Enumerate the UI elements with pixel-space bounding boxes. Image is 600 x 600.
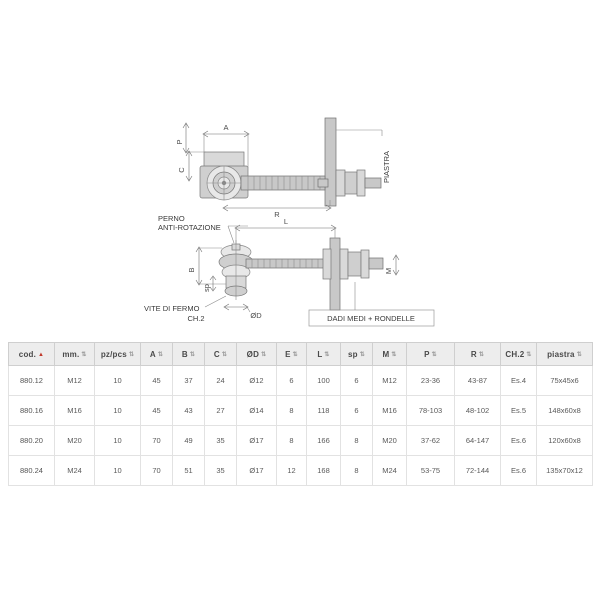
cell-l: 100: [307, 366, 341, 396]
cell-b: 43: [173, 396, 205, 426]
column-label-p: P: [424, 349, 430, 359]
column-header-l[interactable]: [307, 343, 341, 366]
cell-sp: 6: [341, 396, 373, 426]
cell-c: 27: [205, 396, 237, 426]
label-perno-line1: PERNO: [158, 214, 185, 223]
cell-ch2: Es.6: [501, 426, 537, 456]
cell-sp: 6: [341, 366, 373, 396]
cell-p: 23-36: [407, 366, 455, 396]
cell-m: M24: [373, 456, 407, 486]
column-header-mm[interactable]: [55, 343, 95, 366]
sort-icon[interactable]: ⇅: [359, 351, 365, 358]
cell-piastra: 120x60x8: [537, 426, 593, 456]
cell-p: 78-103: [407, 396, 455, 426]
column-label-a: A: [149, 349, 156, 359]
cell-c: 35: [205, 456, 237, 486]
svg-text:R: R: [274, 210, 280, 219]
cell-m: M20: [373, 426, 407, 456]
cell-r: 43-87: [455, 366, 501, 396]
cell-a: 45: [141, 366, 173, 396]
column-header-e[interactable]: [277, 343, 307, 366]
column-header-c[interactable]: [205, 343, 237, 366]
cell-l: 168: [307, 456, 341, 486]
column-header-pz[interactable]: [95, 343, 141, 366]
column-header-d[interactable]: [237, 343, 277, 366]
cell-r: 48-102: [455, 396, 501, 426]
svg-text:B: B: [187, 267, 196, 273]
cell-b: 37: [173, 366, 205, 396]
cell-pz: 10: [95, 456, 141, 486]
sort-icon[interactable]: ⇅: [324, 351, 330, 358]
column-header-cod[interactable]: [9, 343, 55, 366]
cell-e: 6: [277, 366, 307, 396]
column-header-piastra[interactable]: [537, 343, 593, 366]
table-row: [9, 426, 593, 456]
cell-sp: 8: [341, 426, 373, 456]
column-header-ch2[interactable]: [501, 343, 537, 366]
cell-b: 49: [173, 426, 205, 456]
cell-mm: M24: [55, 456, 95, 486]
table-row: [9, 396, 593, 426]
column-label-e: E: [285, 349, 291, 359]
sort-icon[interactable]: ⇅: [391, 351, 397, 358]
svg-text:P: P: [175, 139, 184, 145]
column-header-p[interactable]: [407, 343, 455, 366]
cell-r: 72-144: [455, 456, 501, 486]
cell-d: Ø17: [237, 456, 277, 486]
cell-p: 37-62: [407, 426, 455, 456]
svg-text:C: C: [177, 167, 186, 173]
column-label-piastra: piastra: [547, 349, 575, 359]
cell-piastra: 75x45x6: [537, 366, 593, 396]
cell-d: Ø17: [237, 426, 277, 456]
sort-icon[interactable]: ⇅: [221, 351, 228, 358]
cell-e: 8: [277, 426, 307, 456]
label-vite-line2: CH.2: [187, 314, 205, 323]
column-header-b[interactable]: [173, 343, 205, 366]
spec-table-header: [9, 343, 593, 366]
label-dadi-rondelle: DADI MEDI + RONDELLE: [327, 314, 415, 323]
column-label-c: C: [213, 349, 220, 359]
column-label-d: ØD: [246, 349, 260, 359]
spec-table-body: [9, 366, 593, 486]
column-label-m: M: [382, 349, 390, 359]
cell-ch2: Es.6: [501, 456, 537, 486]
spec-table: [8, 342, 593, 486]
cell-piastra: 148x60x8: [537, 396, 593, 426]
cell-r: 64-147: [455, 426, 501, 456]
column-label-cod: cod.: [18, 349, 37, 359]
cell-mm: M20: [55, 426, 95, 456]
cell-a: 45: [141, 396, 173, 426]
column-label-sp: sp: [348, 349, 358, 359]
sort-icon[interactable]: ⇅: [526, 351, 532, 358]
cell-c: 35: [205, 426, 237, 456]
cell-m: M12: [373, 366, 407, 396]
column-label-r: R: [470, 349, 477, 359]
column-label-mm: mm.: [62, 349, 80, 359]
table-row: [9, 366, 593, 396]
cell-m: M16: [373, 396, 407, 426]
cell-d: Ø14: [237, 396, 277, 426]
label-piastra: PIASTRA: [382, 150, 391, 184]
sort-icon[interactable]: ⇅: [261, 351, 267, 358]
sort-icon[interactable]: ⇅: [478, 351, 485, 358]
cell-cod: 880.24: [9, 456, 55, 486]
cell-pz: 10: [95, 426, 141, 456]
sort-icon[interactable]: ⇅: [292, 351, 298, 358]
svg-text:sp: sp: [202, 284, 211, 292]
sort-icon[interactable]: ⇅: [157, 351, 164, 358]
sort-icon[interactable]: ⇅: [576, 351, 582, 358]
cell-sp: 8: [341, 456, 373, 486]
svg-text:A: A: [223, 123, 229, 132]
sort-icon[interactable]: ⇅: [81, 351, 87, 358]
label-diameter-d: ØD: [250, 311, 262, 320]
cell-d: Ø12: [237, 366, 277, 396]
cell-cod: 880.12: [9, 366, 55, 396]
cell-cod: 880.16: [9, 396, 55, 426]
cell-piastra: 135x70x12: [537, 456, 593, 486]
spec-table-container: [8, 342, 592, 486]
column-header-m[interactable]: [373, 343, 407, 366]
cell-c: 24: [205, 366, 237, 396]
cell-a: 70: [141, 426, 173, 456]
cell-e: 12: [277, 456, 307, 486]
column-label-l: L: [317, 349, 323, 359]
cell-pz: 10: [95, 366, 141, 396]
cell-ch2: Es.4: [501, 366, 537, 396]
cell-p: 53-75: [407, 456, 455, 486]
cell-b: 51: [173, 456, 205, 486]
svg-text:M: M: [384, 267, 393, 275]
column-header-a[interactable]: [141, 343, 173, 366]
column-label-b: B: [181, 349, 188, 359]
svg-text:L: L: [283, 217, 289, 226]
sort-icon[interactable]: ⇅: [189, 351, 196, 358]
sort-icon[interactable]: ⇅: [431, 351, 437, 358]
cell-e: 8: [277, 396, 307, 426]
column-header-r[interactable]: [455, 343, 501, 366]
cell-ch2: Es.5: [501, 396, 537, 426]
cell-pz: 10: [95, 396, 141, 426]
cell-l: 118: [307, 396, 341, 426]
cell-mm: M12: [55, 366, 95, 396]
column-header-sp[interactable]: [341, 343, 373, 366]
sort-icon[interactable]: ▲: [38, 351, 45, 358]
cell-l: 166: [307, 426, 341, 456]
table-row: [9, 456, 593, 486]
sort-icon[interactable]: ⇅: [128, 351, 135, 358]
column-label-ch2: CH.2: [505, 349, 525, 359]
cell-cod: 880.20: [9, 426, 55, 456]
label-perno-line2: ANTI-ROTAZIONE: [158, 223, 221, 232]
label-vite-line1: VITE DI FERMO: [144, 304, 200, 313]
cell-mm: M16: [55, 396, 95, 426]
cell-a: 70: [141, 456, 173, 486]
column-label-pz: pz/pcs: [100, 349, 127, 359]
